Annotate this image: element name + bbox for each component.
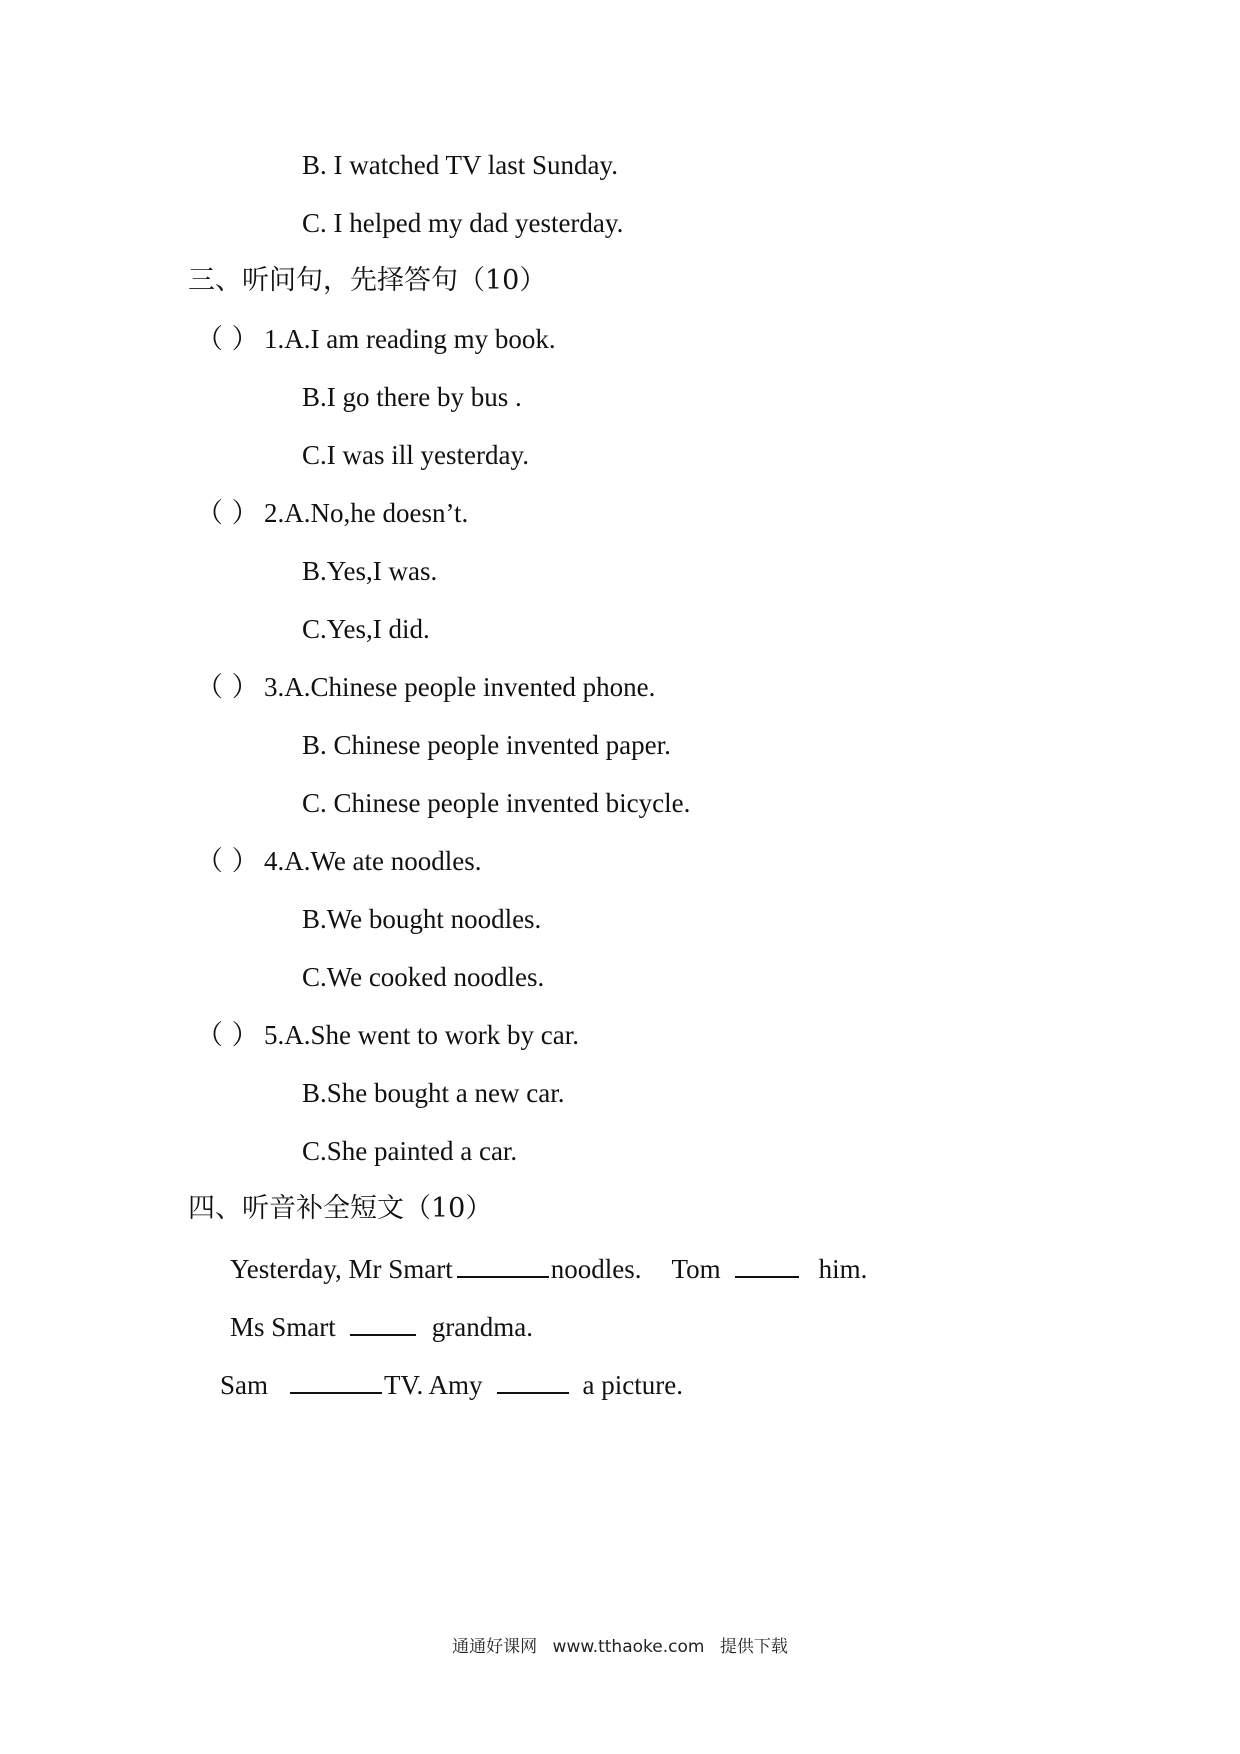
cloze-line (230, 1250, 867, 1286)
footer-tagline: 提供下载 (719, 1637, 788, 1657)
question-option-a: 5.A.She went to work by car. (264, 1020, 579, 1050)
fill-blank[interactable] (350, 1308, 416, 1336)
option-text: B.She bought a new car. (302, 1078, 565, 1108)
option-text: B. I watched TV last Sunday. (302, 150, 618, 180)
answer-bracket: （ ） (196, 498, 259, 529)
cloze-line (220, 1366, 683, 1402)
answer-bracket: （ ） (196, 846, 259, 877)
option-text: C.I was ill yesterday. (302, 440, 529, 470)
fill-blank[interactable] (457, 1250, 549, 1278)
question-option-a: 3.A.Chinese people invented phone. (264, 672, 656, 702)
option-text: C.She painted a car. (302, 1136, 518, 1166)
answer-bracket: （ ） (196, 324, 259, 355)
cloze-text: grandma. (431, 1312, 533, 1342)
question-option-a: 1.A.I am reading my book. (264, 324, 556, 354)
cloze-text: a picture. (582, 1370, 683, 1400)
question-option-a: 2.A.No,he doesn’t. (264, 498, 469, 528)
option-text: B.I go there by bus . (302, 382, 522, 412)
question-row (196, 1018, 579, 1053)
question-option-a: 4.A.We ate noodles. (264, 846, 482, 876)
page-footer (0, 1632, 1240, 1657)
section-heading: 四、听音补全短文（10） (188, 1193, 493, 1224)
fill-blank[interactable] (735, 1250, 799, 1278)
footer-site-name: 通通好课网 (452, 1637, 538, 1657)
cloze-text: noodles. (550, 1254, 642, 1284)
option-text: C. Chinese people invented bicycle. (302, 788, 691, 818)
cloze-text: Tom (671, 1254, 721, 1284)
cloze-text: Yesterday, Mr Smart (230, 1254, 453, 1284)
option-text: C.Yes,I did. (302, 614, 430, 644)
option-text: C. I helped my dad yesterday. (302, 208, 624, 238)
question-row (196, 670, 655, 705)
option-text: B.Yes,I was. (302, 556, 438, 586)
question-row (196, 496, 468, 531)
question-row (196, 322, 556, 357)
answer-bracket: （ ） (196, 672, 259, 703)
question-row (196, 844, 482, 879)
option-text: B.We bought noodles. (302, 904, 542, 934)
fill-blank[interactable] (290, 1366, 382, 1394)
option-text: C.We cooked noodles. (302, 962, 545, 992)
footer-url[interactable]: www.tthaoke.com (552, 1637, 705, 1657)
cloze-text: Ms Smart (230, 1312, 336, 1342)
cloze-text: TV. Amy (384, 1370, 483, 1400)
cloze-text: Sam (220, 1370, 269, 1400)
cloze-line (230, 1308, 533, 1344)
fill-blank[interactable] (497, 1366, 569, 1394)
answer-bracket: （ ） (196, 1020, 259, 1051)
cloze-text: him. (818, 1254, 868, 1284)
section-heading: 三、听问句，先择答句（10） (188, 265, 547, 296)
option-text: B. Chinese people invented paper. (302, 730, 671, 760)
